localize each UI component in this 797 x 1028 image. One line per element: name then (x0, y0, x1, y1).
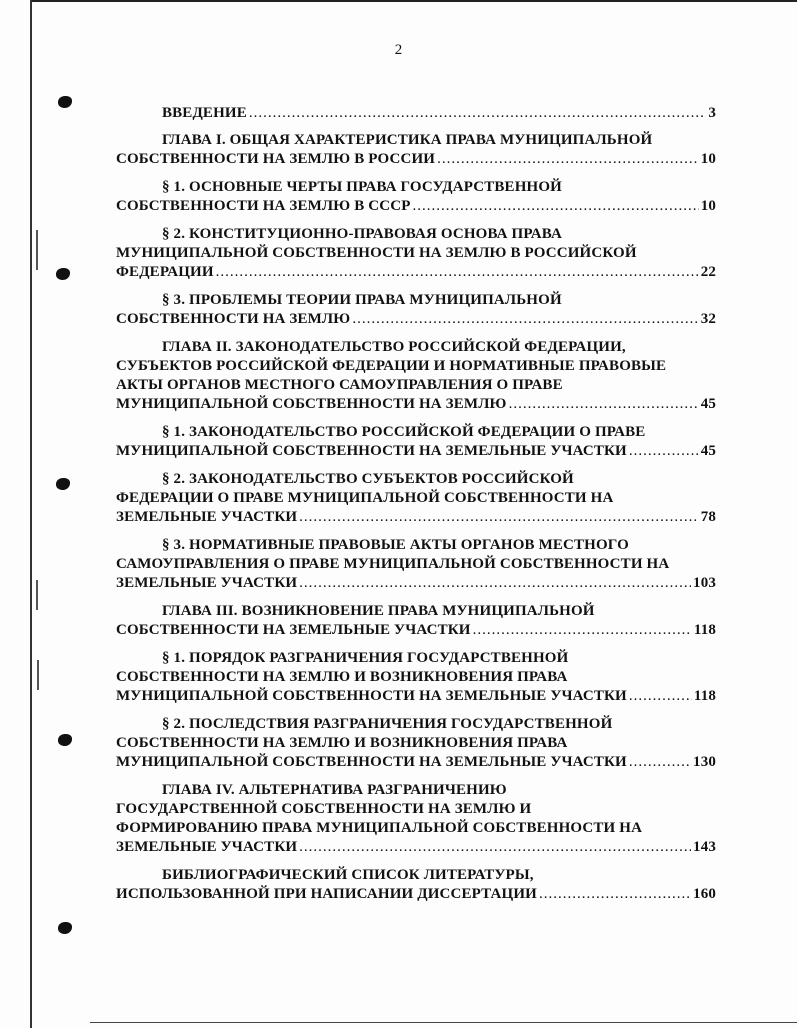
toc-page-number: 10 (700, 198, 716, 214)
toc-entry-text: § 2. ПОСЛЕДСТВИЯ РАЗГРАНИЧЕНИЯ ГОСУДАРСТВЕННОЙ (162, 716, 613, 732)
toc-page-number: 130 (693, 754, 716, 770)
toc-entry[interactable] (116, 104, 716, 123)
dot-leader (299, 574, 691, 593)
toc-entry[interactable] (116, 338, 716, 414)
toc-entry-text: § 1. ПОРЯДОК РАЗГРАНИЧЕНИЯ ГОСУДАРСТВЕННОЙ (162, 650, 569, 666)
toc-page-number: 32 (700, 311, 716, 327)
toc-entry[interactable] (116, 781, 716, 857)
toc-page-number: 118 (693, 622, 716, 638)
toc-page-number: 45 (700, 443, 716, 459)
toc-entry-last-line (116, 395, 716, 414)
toc-entry[interactable] (116, 715, 716, 772)
dot-leader (629, 687, 692, 706)
toc-entry-last-line (116, 310, 716, 329)
toc-page-number: 160 (693, 886, 716, 902)
toc-page-number: 143 (693, 839, 716, 855)
scan-artifact (36, 580, 38, 610)
toc-entry-last-line (116, 885, 716, 904)
toc-entry-text: СОБСТВЕННОСТИ НА ЗЕМЛЮ В СССР (116, 198, 411, 214)
toc-entry-last-line (116, 508, 716, 527)
toc-entry-text: СОБСТВЕННОСТИ НА ЗЕМЕЛЬНЫЕ УЧАСТКИ (116, 622, 471, 638)
dot-leader (299, 508, 699, 527)
toc-entry-text: МУНИЦИПАЛЬНОЙ СОБСТВЕННОСТИ НА ЗЕМЕЛЬНЫЕ УЧАСТКИ (116, 443, 627, 459)
scan-border-top (30, 0, 797, 2)
toc-entry-text: СОБСТВЕННОСТИ НА ЗЕМЛЮ И ВОЗНИКНОВЕНИЯ ПРАВА (116, 669, 568, 685)
toc-entry[interactable] (116, 470, 716, 527)
toc-entry-text: МУНИЦИПАЛЬНОЙ СОБСТВЕННОСТИ НА ЗЕМЕЛЬНЫЕ УЧАСТКИ (116, 688, 627, 704)
toc-entry-last-line (116, 263, 716, 282)
toc-entry-text: § 1. ЗАКОНОДАТЕЛЬСТВО РОССИЙСКОЙ ФЕДЕРАЦИИ О ПРАВЕ (162, 424, 646, 440)
binding-hole-mark (58, 96, 72, 108)
toc-entry-text: СОБСТВЕННОСТИ НА ЗЕМЛЮ И ВОЗНИКНОВЕНИЯ ПРАВА (116, 735, 568, 751)
toc-entry-text: § 2. КОНСТИТУЦИОННО-ПРАВОВАЯ ОСНОВА ПРАВА (162, 226, 562, 242)
toc-entry-text: ГЛАВА III. ВОЗНИКНОВЕНИЕ ПРАВА МУНИЦИПАЛЬНОЙ (162, 603, 595, 619)
dot-leader (473, 621, 692, 640)
dot-leader (352, 310, 698, 329)
binding-hole-mark (58, 922, 72, 934)
toc-entry-last-line (116, 150, 716, 169)
toc-entry-text: ФЕДЕРАЦИИ О ПРАВЕ МУНИЦИПАЛЬНОЙ СОБСТВЕННОСТИ НА (116, 490, 614, 506)
dot-leader (629, 442, 699, 461)
dot-leader (539, 885, 691, 904)
dot-leader (299, 838, 691, 857)
dot-leader (413, 197, 699, 216)
dot-leader (509, 395, 699, 414)
dot-leader (249, 104, 706, 123)
toc-entry-text: § 3. ПРОБЛЕМЫ ТЕОРИИ ПРАВА МУНИЦИПАЛЬНОЙ (162, 292, 562, 308)
toc-entry-text: ИСПОЛЬЗОВАННОЙ ПРИ НАПИСАНИИ ДИССЕРТАЦИИ (116, 886, 537, 902)
toc-page-number: 45 (700, 396, 716, 412)
binding-hole-mark (56, 268, 70, 280)
scan-border-bottom (90, 1022, 797, 1023)
toc-entry-text: ФОРМИРОВАНИЮ ПРАВА МУНИЦИПАЛЬНОЙ СОБСТВЕННОСТИ НА (116, 820, 643, 836)
toc-entry[interactable] (116, 602, 716, 640)
toc-entry-text: § 2. ЗАКОНОДАТЕЛЬСТВО СУБЪЕКТОВ РОССИЙСКОЙ (162, 471, 574, 487)
toc-entry[interactable] (116, 131, 716, 169)
toc-entry-last-line (116, 104, 716, 123)
toc-page-number: 118 (693, 688, 716, 704)
toc-entry-text: СУБЪЕКТОВ РОССИЙСКОЙ ФЕДЕРАЦИИ И НОРМАТИВНЫЕ ПРАВОВЫЕ (116, 358, 667, 374)
toc-entry-last-line (116, 197, 716, 216)
toc-entry-text: § 3. НОРМАТИВНЫЕ ПРАВОВЫЕ АКТЫ ОРГАНОВ МЕСТНОГО (162, 537, 629, 553)
toc-entry-text: ГЛАВА IV. АЛЬТЕРНАТИВА РАЗГРАНИЧЕНИЮ (162, 782, 507, 798)
dot-leader (437, 150, 699, 169)
toc-entry-text: ВВЕДЕНИЕ (162, 105, 247, 121)
scan-artifact (36, 230, 38, 270)
toc-page-number: 103 (693, 575, 716, 591)
toc-entry-text: САМОУПРАВЛЕНИЯ О ПРАВЕ МУНИЦИПАЛЬНОЙ СОБСТВЕННОСТИ НА (116, 556, 670, 572)
toc-entry-last-line (116, 621, 716, 640)
toc-entry-text: ЗЕМЕЛЬНЫЕ УЧАСТКИ (116, 575, 298, 591)
toc-entry[interactable] (116, 423, 716, 461)
toc-entry-text: ГЛАВА I. ОБЩАЯ ХАРАКТЕРИСТИКА ПРАВА МУНИЦИПАЛЬНОЙ (162, 132, 653, 148)
toc-entry-text: БИБЛИОГРАФИЧЕСКИЙ СПИСОК ЛИТЕРАТУРЫ, (162, 867, 534, 883)
toc-entry[interactable] (116, 649, 716, 706)
dot-leader (629, 753, 691, 772)
scan-border-left (30, 0, 32, 1028)
toc-page-number: 22 (700, 264, 716, 280)
toc-entry-text: АКТЫ ОРГАНОВ МЕСТНОГО САМОУПРАВЛЕНИЯ О ПРАВЕ (116, 377, 563, 393)
toc-page-number: 3 (708, 105, 716, 121)
binding-hole-mark (58, 734, 72, 746)
toc-entry-text: МУНИЦИПАЛЬНОЙ СОБСТВЕННОСТИ НА ЗЕМЛЮ В РОССИЙСКОЙ (116, 245, 637, 261)
toc-entry-text: ГОСУДАРСТВЕННОЙ СОБСТВЕННОСТИ НА ЗЕМЛЮ И (116, 801, 532, 817)
toc-entry-last-line (116, 753, 716, 772)
page-number: 2 (394, 42, 403, 58)
table-of-contents (116, 95, 716, 904)
toc-entry[interactable] (116, 225, 716, 282)
toc-entry-last-line (116, 687, 716, 706)
toc-entry-text: ЗЕМЕЛЬНЫЕ УЧАСТКИ (116, 839, 298, 855)
toc-entry-last-line (116, 838, 716, 857)
toc-entry-last-line (116, 442, 716, 461)
toc-entry[interactable] (116, 291, 716, 329)
toc-entry-text: СОБСТВЕННОСТИ НА ЗЕМЛЮ (116, 311, 351, 327)
toc-entry[interactable] (116, 536, 716, 593)
scan-artifact (37, 660, 39, 690)
toc-entry-text: ФЕДЕРАЦИИ (116, 264, 214, 280)
toc-entry-text: МУНИЦИПАЛЬНОЙ СОБСТВЕННОСТИ НА ЗЕМЕЛЬНЫЕ УЧАСТКИ (116, 754, 627, 770)
toc-entry-last-line (116, 574, 716, 593)
toc-page-number: 78 (700, 509, 716, 525)
binding-hole-mark (56, 478, 70, 490)
toc-entry[interactable] (116, 178, 716, 216)
toc-entry-text: СОБСТВЕННОСТИ НА ЗЕМЛЮ В РОССИИ (116, 151, 436, 167)
toc-entry-text: ГЛАВА II. ЗАКОНОДАТЕЛЬСТВО РОССИЙСКОЙ ФЕДЕРАЦИИ, (162, 339, 626, 355)
toc-entry-text: МУНИЦИПАЛЬНОЙ СОБСТВЕННОСТИ НА ЗЕМЛЮ (116, 396, 507, 412)
dot-leader (216, 263, 699, 282)
toc-entry-text: § 1. ОСНОВНЫЕ ЧЕРТЫ ПРАВА ГОСУДАРСТВЕННОЙ (162, 179, 562, 195)
toc-entry-text: ЗЕМЕЛЬНЫЕ УЧАСТКИ (116, 509, 298, 525)
toc-page-number: 10 (700, 151, 716, 167)
toc-entry[interactable] (116, 866, 716, 904)
